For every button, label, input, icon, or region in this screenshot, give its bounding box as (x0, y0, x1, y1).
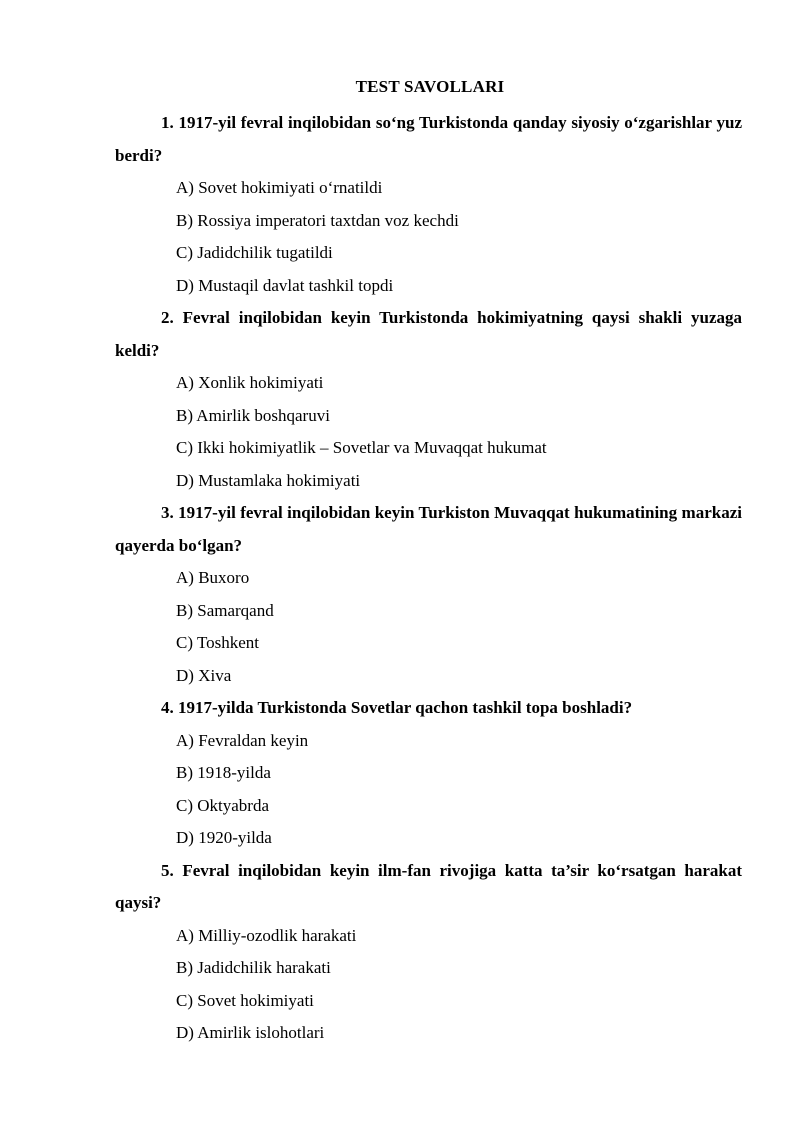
answer-option: C) Oktyabrda (176, 795, 270, 815)
answer-option: A) Buxoro (176, 568, 250, 587)
answer-option: A) Fevraldan keyin (176, 730, 309, 750)
answer-option: A) Xonlik hokimiyati (176, 373, 324, 392)
answer-option: D) 1920-yilda (176, 828, 272, 847)
question-block (115, 107, 742, 302)
question-text: 3. 1917-yil fevral inqilobidan keyin Turkiston Muvaqqat hukumatining markazi qayerda bo‘lgan? (115, 503, 742, 555)
answer-option: B) Amirlik boshqaruvi (176, 405, 330, 425)
answer-option: C) Ikki hokimiyatlik – Sovetlar va Muvaqqat hukumat (176, 438, 547, 457)
answer-option: D) Mustamlaka hokimiyati (176, 470, 361, 490)
answer-option: D) Mustaqil davlat tashkil topdi (176, 275, 394, 295)
answer-option: C) Toshkent (176, 633, 260, 652)
answer-option: A) Sovet hokimiyati o‘rnatildi (176, 178, 383, 197)
question-text: 1. 1917-yil fevral inqilobidan so‘ng Turkistonda qanday siyosiy o‘zgarishlar yuz berdi? (115, 113, 742, 165)
question-block (115, 855, 742, 1050)
question-text: 4. 1917-yilda Turkistonda Sovetlar qachon tashkil topa boshladi? (161, 698, 633, 717)
answer-option: A) Milliy-ozodlik harakati (176, 925, 357, 945)
question-text: 5. Fevral inqilobidan keyin ilm-fan rivojiga katta ta’sir ko‘rsatgan harakat qaysi? (115, 860, 742, 912)
answer-option: D) Amirlik islohotlari (176, 1023, 325, 1042)
question-text: 2. Fevral inqilobidan keyin Turkistonda hokimiyatning qaysi shakli yuzaga keldi? (115, 308, 742, 360)
answer-option: C) Sovet hokimiyati (176, 990, 314, 1010)
question-list (115, 107, 742, 1050)
answer-option: D) Xiva (176, 665, 232, 685)
question-block (115, 497, 742, 692)
answer-option: B) Rossiya imperatori taxtdan voz kechdi (176, 210, 459, 230)
question-block (115, 302, 742, 497)
answer-option: B) Jadidchilik harakati (176, 958, 331, 977)
answer-option: C) Jadidchilik tugatildi (176, 243, 333, 262)
answer-option: B) Samarqand (176, 600, 274, 620)
page-title: TEST SAVOLLARI (355, 77, 505, 96)
answer-option: B) 1918-yilda (176, 763, 271, 782)
question-block (115, 692, 742, 855)
